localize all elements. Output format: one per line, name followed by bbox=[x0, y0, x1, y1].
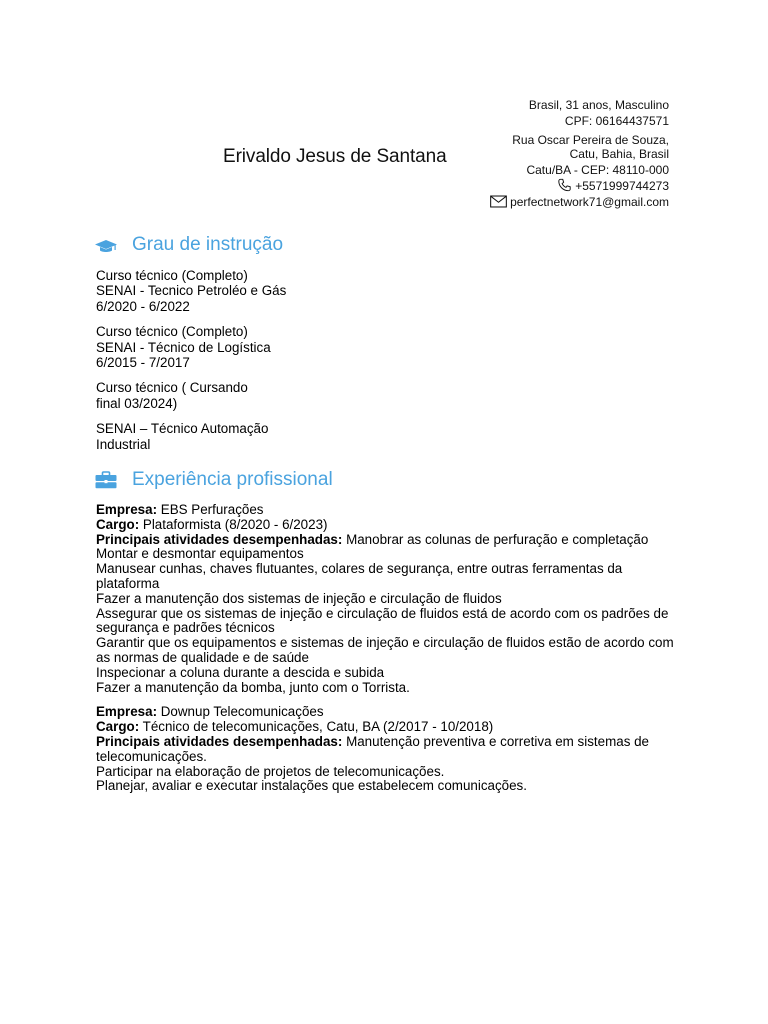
graduation-cap-icon bbox=[94, 235, 118, 255]
job-entry bbox=[96, 705, 686, 794]
job-activities-heading bbox=[96, 735, 686, 765]
role-value: Plataformista (8/2020 - 6/2023) bbox=[142, 516, 328, 532]
education-entry bbox=[96, 324, 426, 370]
address-line-1: Rua Oscar Pereira de Souza, bbox=[512, 132, 669, 147]
education-line: Industrial bbox=[96, 436, 151, 452]
education-line: 6/2020 - 6/2022 bbox=[96, 298, 190, 314]
activities-label: Principais atividades desempenhadas: bbox=[96, 733, 343, 749]
contact-info bbox=[429, 97, 669, 210]
company-name: EBS Perfurações bbox=[160, 502, 264, 517]
activities-label: Principais atividades desempenhadas: bbox=[96, 531, 343, 547]
phone-number: +5571999744273 bbox=[575, 178, 669, 193]
role-value: Técnico de telecomunicações, Catu, BA (2/2017 - 10/2018) bbox=[142, 719, 494, 735]
activity-item: Inspecionar a coluna durante a descida e subida bbox=[96, 664, 385, 680]
education-line: final 03/2024) bbox=[96, 395, 178, 411]
personal-summary: Brasil, 31 anos, Masculino bbox=[528, 98, 669, 112]
company-label: Empresa: bbox=[96, 704, 158, 720]
job-entry bbox=[96, 503, 686, 695]
activity-item: Manusear cunhas, chaves flutuantes, colares de segurança, entre outras ferramentas da plataforma bbox=[96, 561, 623, 591]
activity-item: Participar na elaboração de projetos de telecomunicações. bbox=[96, 763, 445, 779]
address-line-2: Catu, Bahia, Brasil bbox=[569, 146, 669, 161]
address bbox=[429, 133, 669, 161]
education-entry bbox=[96, 380, 426, 411]
education-line: Curso técnico (Completo) bbox=[96, 324, 248, 340]
education-line: SENAI - Tecnico Petroléo e Gás bbox=[96, 283, 287, 299]
education-heading bbox=[94, 234, 283, 256]
education-line: Curso técnico (Completo) bbox=[96, 268, 248, 283]
city-cep: Catu/BA - CEP: 48110-000 bbox=[526, 162, 669, 177]
activity-item: Planejar, avaliar e executar instalações que estabelecem comunicações. bbox=[96, 778, 527, 794]
education-line: SENAI - Técnico de Logística bbox=[96, 339, 271, 355]
email-row bbox=[429, 194, 669, 210]
activity-item: Montar e desmontar equipamentos bbox=[96, 546, 304, 562]
activity-item: Fazer a manutenção da bomba, junto com o Torrista. bbox=[96, 679, 410, 695]
job-role bbox=[96, 518, 686, 533]
phone-row bbox=[429, 178, 669, 194]
company-name: Downup Telecomunicações bbox=[160, 704, 324, 720]
job-activities-heading bbox=[96, 533, 686, 548]
education-list bbox=[96, 268, 426, 462]
education-title: Grau de instrução bbox=[132, 234, 284, 255]
job-role bbox=[96, 720, 686, 735]
education-entry bbox=[96, 268, 426, 314]
education-line: 6/2015 - 7/2017 bbox=[96, 355, 190, 371]
company-label: Empresa: bbox=[96, 502, 158, 517]
education-line: SENAI – Técnico Automação bbox=[96, 421, 269, 437]
envelope-icon bbox=[490, 195, 510, 209]
job-company bbox=[96, 705, 686, 720]
email-address: perfectnetwork71@gmail.com bbox=[510, 195, 669, 210]
activity-item: Fazer a manutenção dos sistemas de injeção e circulação de fluidos bbox=[96, 590, 502, 606]
education-entry bbox=[96, 421, 426, 452]
candidate-name: Erivaldo Jesus de Santana bbox=[223, 146, 447, 167]
activity-item: Assegurar que os sistemas de injeção e circulação de fluidos está de acordo com os padrões de segurança e padrões técnicos bbox=[96, 605, 669, 636]
phone-icon bbox=[557, 179, 575, 193]
job-company bbox=[96, 503, 686, 518]
activity-item: Manobrar as colunas de perfuração e completação bbox=[346, 531, 649, 547]
education-line: Curso técnico ( Cursando bbox=[96, 380, 248, 396]
experience-heading bbox=[94, 469, 333, 491]
activity-item: Manutenção preventiva e corretiva em sistemas de telecomunicações. bbox=[96, 733, 650, 764]
role-label: Cargo: bbox=[96, 516, 140, 532]
role-label: Cargo: bbox=[96, 719, 140, 735]
briefcase-icon bbox=[94, 470, 118, 490]
experience-list bbox=[96, 503, 686, 804]
activity-item: Garantir que os equipamentos e sistemas de injeção e circulação de fluidos estão de acordo com as normas de qualidade e de saúde bbox=[96, 635, 674, 665]
cpf: CPF: 06164437571 bbox=[564, 114, 669, 129]
experience-title: Experiência profissional bbox=[132, 469, 333, 490]
